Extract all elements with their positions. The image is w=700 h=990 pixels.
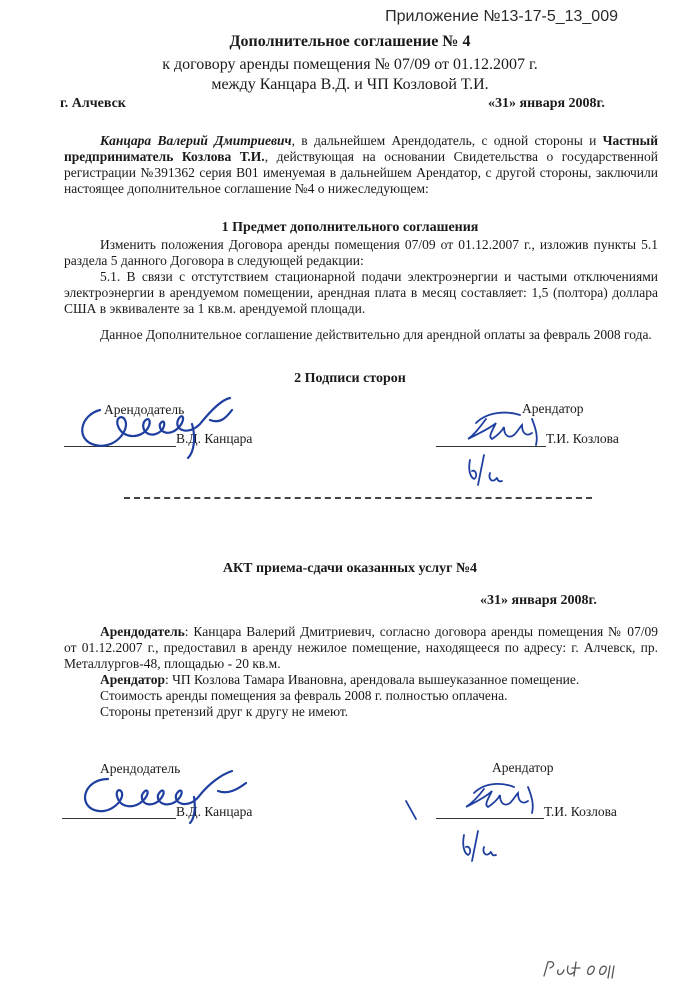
lessor-label: Арендодатель <box>104 402 185 417</box>
lessor-name: В.Д. Канцара <box>176 431 253 446</box>
section1-title: 1 Предмет дополнительного соглашения <box>221 220 479 235</box>
section1-body <box>64 237 658 317</box>
act-claims-line: Стороны претензий друг к другу не имеют. <box>100 704 349 719</box>
party1-text: , в дальнейшем Арендодатель, с одной стороны и <box>291 133 597 148</box>
agreement-title: Дополнительное соглашение № 4 <box>229 33 471 50</box>
agreement-subtitle-2: между Канцара В.Д. и ЧП Козловой Т.И. <box>211 76 489 93</box>
act-lessor-name: В.Д. Канцара <box>176 804 253 819</box>
lessee-label: Арендатор <box>522 401 584 416</box>
act-cost-line: Стоимость аренды помещения за февраль 2008 г. полностью оплачена. <box>100 688 508 703</box>
act-lessor-text: : Канцара Валерий Дмитриевич, согласно договора аренды помещения № 07/09 от 01.12.2007 г., предоставил в аренду нежилое помещение, находящееся по адресу: г. Алчевск, пр. Металлургов-48, площадью - 20 кв.м. <box>64 624 658 671</box>
lessor-handwritten-signature <box>70 390 253 460</box>
act-date <box>480 593 597 609</box>
section1-paragraph-2: 5.1. В связи с отстутствием стационарной подачи электроэнергии и частыми отключениями электроэнергии в арендуемом помещении, арендная плата в месяц составляет: 1,5 (полтора) доллара США в эквиваленте за 1 кв.м. арендуемой площади. <box>64 269 658 316</box>
act-lessor-handwritten-signature <box>68 765 268 825</box>
page-handwritten-note <box>540 956 620 982</box>
party2-name: Частный предприниматель Козлова Т.И. <box>64 133 658 164</box>
agreement-subtitle-1: к договору аренды помещения № 07/09 от 01.12.2007 г. <box>162 56 538 73</box>
agreement-date-rest: января 2008г. <box>519 96 605 111</box>
act-body <box>64 624 658 720</box>
section-separator <box>124 497 592 499</box>
act-title: АКТ приема-сдачи оказанных услуг №4 <box>222 561 478 576</box>
section1-paragraph-1: Изменить положения Договора аренды помещения 07/09 от 01.12.2007 г., изложив пункты 5.1 раздела 5 данного Договора в следующей редакции: <box>64 237 658 268</box>
agreement-date <box>488 96 605 112</box>
annex-label: Приложение №13-17-5_13_009 <box>385 8 618 25</box>
act-lessor-label-sign: Арендодатель <box>100 761 181 776</box>
section2-title: 2 Подписи сторон <box>294 371 406 386</box>
act-lessee-handwritten-signature <box>404 775 554 870</box>
section1-paragraph-3-wrap <box>64 327 658 343</box>
act-date-day: «31» <box>480 593 508 608</box>
party2-text: , действующая на основании Свидетельства о государственной регистрации №391362 серия В01 именуемая в дальнейшем Арендатор, с другой стороны, заключили настоящее дополнительное соглашение №4 о нижеследующем: <box>64 149 658 196</box>
lessee-name: Т.И. Козлова <box>546 431 619 446</box>
lessee-handwritten-signature <box>458 405 558 500</box>
act-lessor-label: Арендодатель <box>100 624 185 639</box>
agreement-intro <box>64 133 658 197</box>
act-lessee-label-sign: Арендатор <box>492 760 554 775</box>
section1-paragraph-3: Данное Дополнительное соглашение действительно для арендной оплаты за февраль 2008 года. <box>100 327 652 342</box>
agreement-date-day: «31» <box>488 96 516 111</box>
act-lessee-name: Т.И. Козлова <box>544 804 617 819</box>
act-lessee-text: : ЧП Козлова Тамара Ивановна, арендовала вышеуказанное помещение. <box>164 672 580 687</box>
agreement-city: г. Алчевск <box>60 96 126 111</box>
act-date-rest: января 2008г. <box>511 593 597 608</box>
act-lessee-label: Арендатор <box>100 672 165 687</box>
party1-name: Канцара Валерий Дмитриевич <box>100 133 292 148</box>
